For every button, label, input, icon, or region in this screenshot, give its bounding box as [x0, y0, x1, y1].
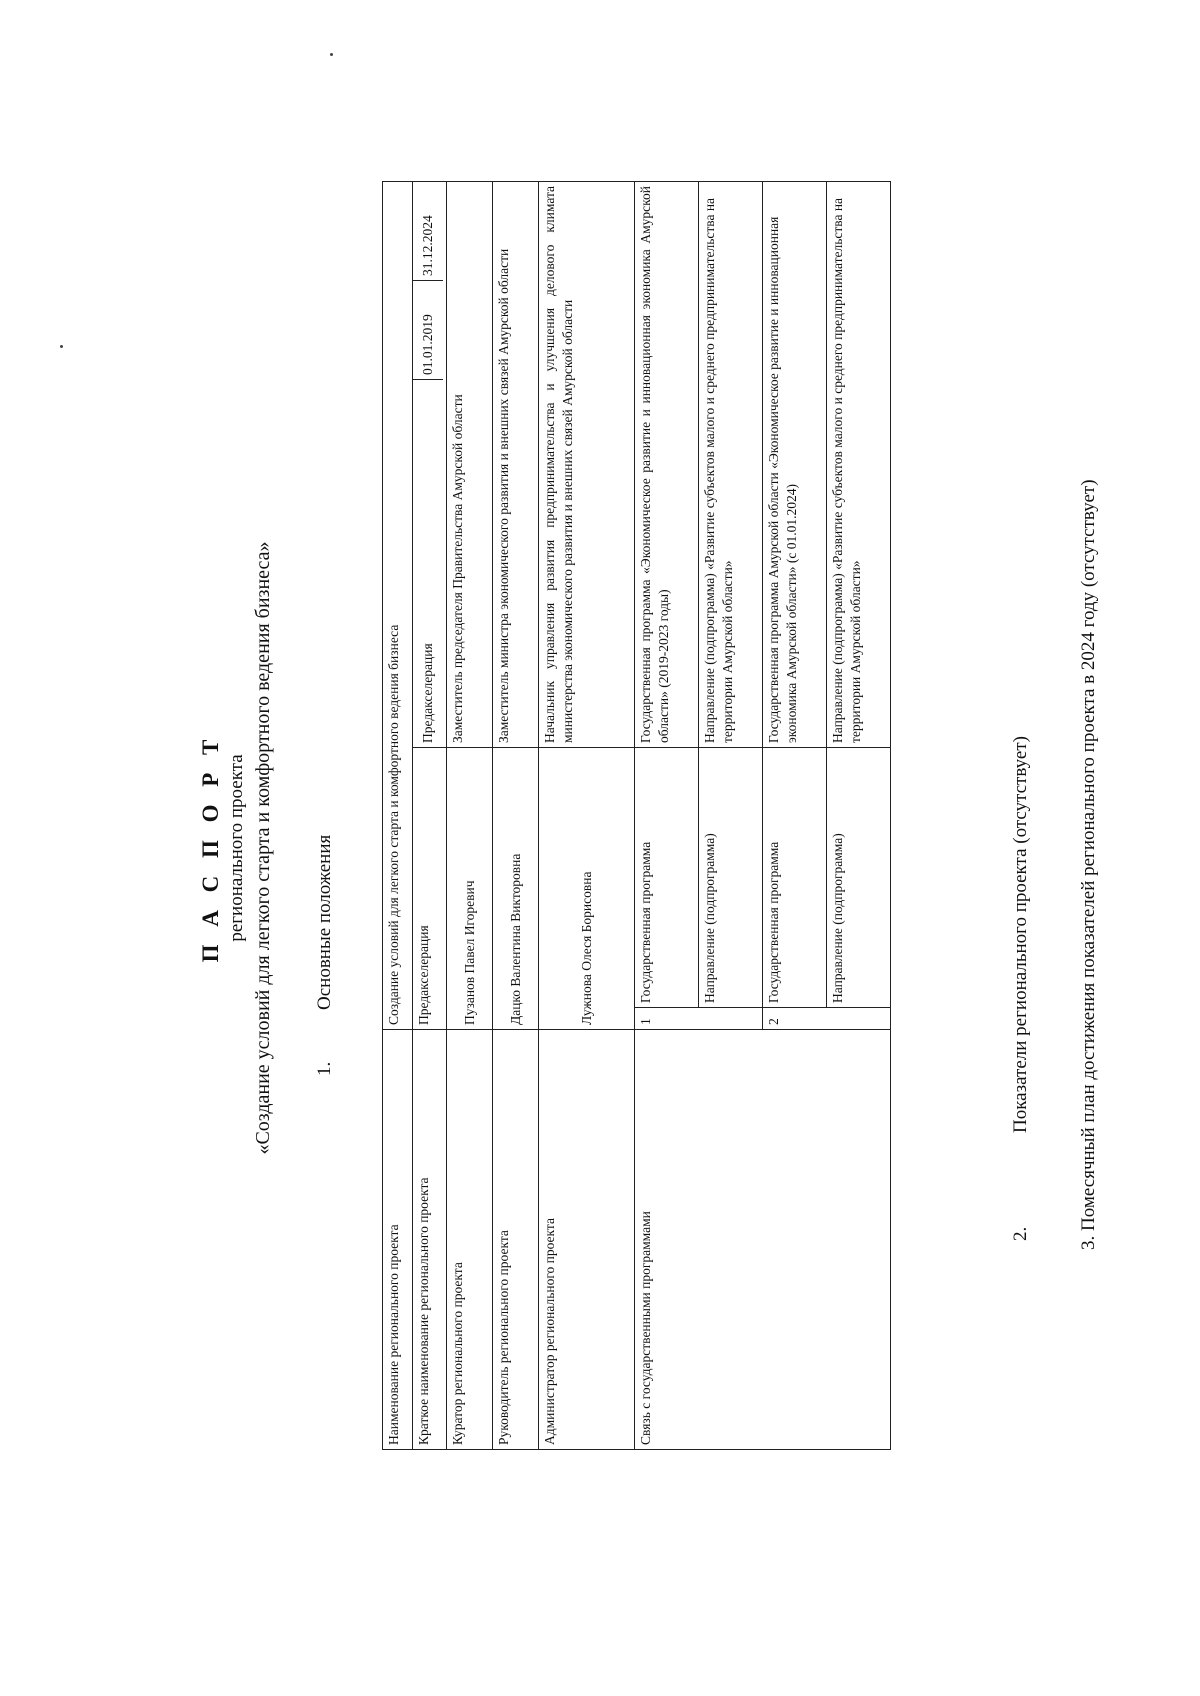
manager-name: Дацко Валентина Викторовна: [493, 748, 539, 1030]
scan-speck: [60, 345, 63, 348]
row-label: Администратор регионального проекта: [539, 1030, 635, 1450]
table-row: [383, 181, 413, 1449]
table-row: [413, 181, 447, 1449]
row-label: Наименование регионального проекта: [383, 1030, 413, 1450]
curator-position: Заместитель председателя Правительства Амурской области: [447, 181, 493, 747]
project-passport-table: [382, 181, 891, 1450]
curator-name: Пузанов Павел Игоревич: [447, 748, 493, 1030]
section-title: Показатели регионального проекта (отсутствует): [1010, 736, 1031, 1133]
program-type: Направление (подпрограмма): [827, 748, 891, 1008]
project-name: «Создание условий для легкого старта и комфортного ведения бизнеса»: [252, 541, 274, 1155]
row-label: Краткое наименование регионального проекта: [413, 1030, 447, 1450]
period-cell: [413, 181, 447, 747]
administrator-position: Начальник управления развития предпринимательства и улучшения делового климата министерства экономического развития и внешних связей Амурской области: [539, 181, 635, 747]
scan-speck: [330, 53, 333, 56]
program-number: 1: [635, 1008, 763, 1030]
row-value: Создание условий для легкого старта и комфортного ведения бизнеса: [383, 181, 413, 1029]
programs-label: Связь с государственными программами: [635, 1030, 891, 1450]
manager-position: Заместитель министра экономического развития и внешних связей Амурской области: [493, 181, 539, 747]
start-date: 01.01.2019: [413, 280, 443, 379]
section-1-heading: [314, 835, 336, 1076]
row-label: Руководитель регионального проекта: [493, 1030, 539, 1450]
table-row: [447, 181, 493, 1449]
administrator-name: Лужнова Олеся Борисовна: [539, 748, 635, 1030]
section-number: 1.: [314, 1061, 335, 1076]
period-table: [413, 182, 443, 747]
section-number: 2.: [1010, 1226, 1031, 1241]
table-row: [493, 181, 539, 1449]
period-label: Предакселерация: [413, 379, 443, 747]
table-row: [539, 181, 635, 1449]
program-value: Государственная программа Амурской области «Экономическое развитие и инновационная экономика Амурской области» (с 01.01.2024): [763, 181, 827, 747]
table-row: [635, 181, 699, 1449]
section-3-heading: 3. Помесячный план достижения показателей регионального проекта в 2024 году (отсутствует): [1078, 479, 1099, 1250]
program-value: Государственная программа «Экономическое развитие и инновационная экономика Амурской области» (2019-2023 годы): [635, 181, 699, 747]
program-type: Направление (подпрограмма): [699, 748, 763, 1008]
program-value: Направление (подпрограмма) «Развитие субъектов малого и среднего предпринимательства на территории Амурской области»: [827, 181, 891, 747]
program-type: Государственная программа: [635, 748, 699, 1008]
section-2-heading: [1010, 736, 1032, 1241]
end-date: 31.12.2024: [420, 215, 435, 276]
row-value: Предакселерация: [413, 748, 447, 1030]
section-title: Основные положения: [314, 834, 335, 1010]
document-subtitle: регионального проекта: [226, 754, 247, 942]
row-label: Куратор регионального проекта: [447, 1030, 493, 1450]
program-value: Направление (подпрограмма) «Развитие субъектов малого и среднего предпринимательства на территории Амурской области»: [699, 181, 763, 747]
program-number: 2: [763, 1008, 891, 1030]
document-title: П А С П О Р Т: [198, 733, 223, 963]
program-type: Государственная программа: [763, 748, 827, 1008]
